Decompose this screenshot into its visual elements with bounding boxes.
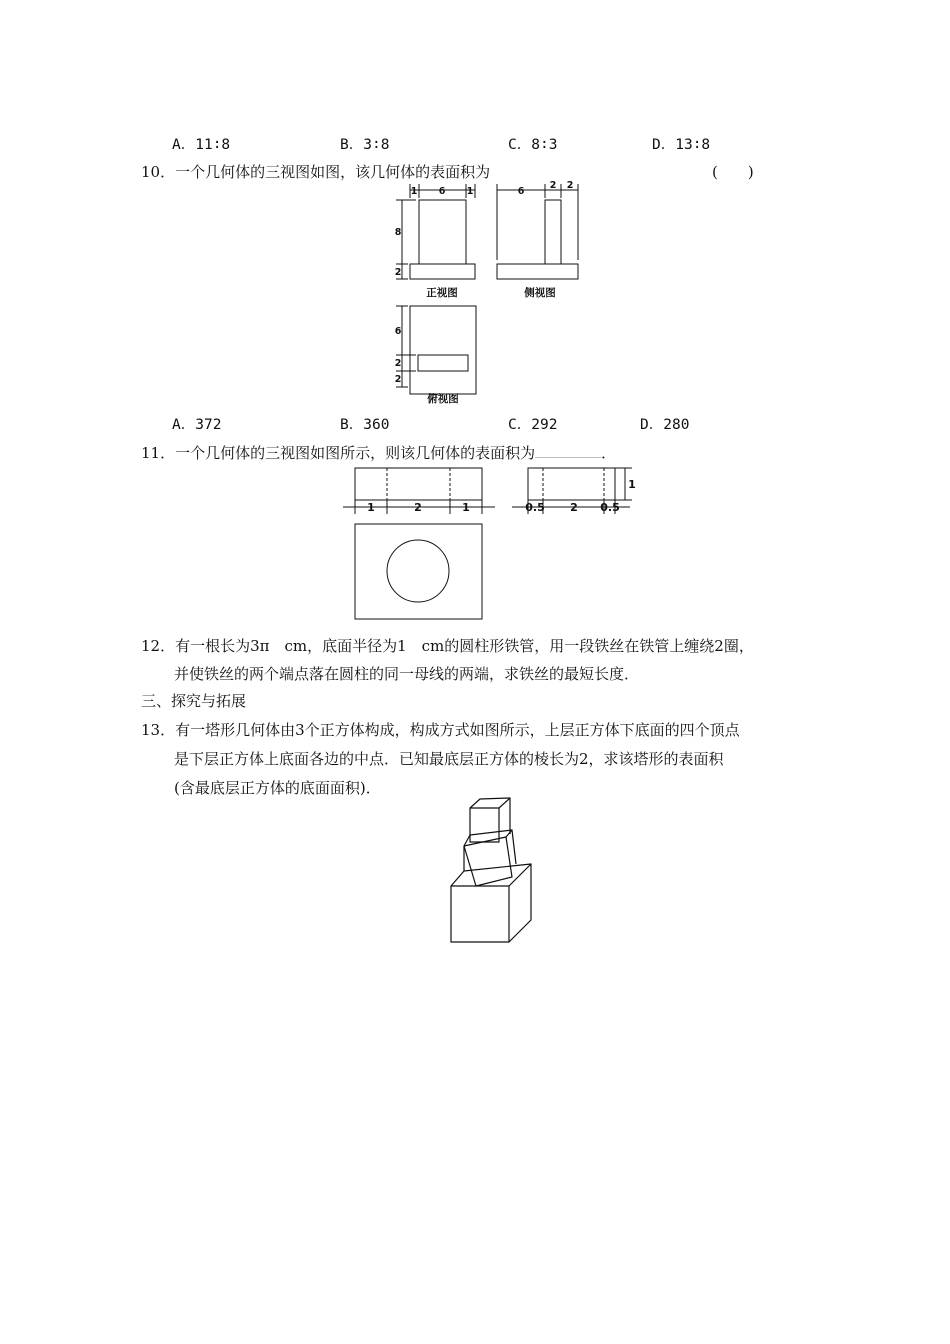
q10-option-c: C．292	[508, 417, 558, 433]
q11-stem-tail: ．	[601, 444, 617, 462]
q11-side-dim-1: 1	[628, 478, 636, 491]
q9-option-a: A．11∶8	[172, 137, 231, 153]
bottom-cube-front	[451, 886, 509, 942]
q9-option-b: B．3∶8	[340, 137, 390, 153]
top-view-label: 俯视图	[427, 393, 459, 405]
side-dim-2-b: 2	[566, 180, 574, 191]
q9-option-d: D．13∶8	[652, 137, 711, 153]
side-view-base	[497, 264, 578, 279]
q11-side-dim-0.5-left: 0.5	[525, 501, 545, 514]
q11-front-dim-2: 2	[414, 501, 422, 514]
side-view-upper-block	[545, 200, 561, 264]
section-3-title: 三、探究与拓展	[141, 692, 247, 710]
q11-top-view	[355, 524, 482, 619]
q13-line-3: (含最底层正方体的底面面积)．	[174, 779, 381, 797]
front-view-label: 正视图	[426, 287, 458, 299]
q11-top-view-circle	[387, 540, 449, 602]
front-dim-6: 6	[438, 186, 446, 197]
q11-front-dim-1-right: 1	[462, 501, 470, 514]
front-dim-8: 8	[394, 227, 402, 238]
q11-side-view	[528, 468, 615, 500]
front-dim-1-right: 1	[466, 186, 474, 197]
q9-option-c: C．8∶3	[508, 137, 558, 153]
q11-stem	[141, 443, 616, 463]
front-view-base	[410, 264, 475, 279]
q13-line-2: 是下层正方体上底面各边的中点．已知最底层正方体的棱长为2，求该塔形的表面积	[174, 750, 724, 768]
q10-option-a: A．372	[172, 417, 222, 433]
q11-front-dim-1-left: 1	[367, 501, 375, 514]
top-view-inner-rect	[418, 355, 468, 371]
middle-cube-front	[464, 837, 512, 886]
front-dim-1-left: 1	[410, 186, 418, 197]
q12-line-1: 12．有一根长为3π cm，底面半径为1 cm的圆柱形铁管，用一段铁丝在铁管上缠绕2圈，	[141, 637, 754, 655]
q11-side-dim-0.5-right: 0.5	[600, 501, 620, 514]
side-view-label: 侧视图	[524, 287, 556, 299]
q13-tower-figure	[440, 792, 540, 947]
side-dim-6: 6	[517, 186, 525, 197]
q12-line-2: 并使铁丝的两个端点落在圆柱的同一母线的两端，求铁丝的最短长度．	[174, 665, 640, 683]
q13-line-1: 13．有一塔形几何体由3个正方体构成，构成方式如图所示，上层正方体下底面的四个顶点	[141, 721, 740, 739]
q10-stem: 10．一个几何体的三视图如图，该几何体的表面积为	[141, 163, 491, 181]
q10-option-b: B．360	[340, 417, 390, 433]
top-dim-6: 6	[394, 326, 402, 337]
front-view-upper-block	[419, 200, 466, 264]
top-cube-front	[470, 808, 499, 842]
top-view-outline	[410, 306, 476, 394]
q11-side-dim-2: 2	[570, 501, 578, 514]
q11-front-view	[355, 468, 482, 500]
q11-answer-blank	[535, 443, 601, 458]
front-dim-2: 2	[394, 267, 402, 278]
q11-three-view-figure	[340, 462, 650, 627]
q10-answer-paren: ( )	[712, 163, 754, 181]
q11-stem-text: 11．一个几何体的三视图如图所示，则该几何体的表面积为	[141, 444, 536, 462]
q10-three-view-figure	[390, 180, 600, 405]
q10-option-d: D．280	[640, 417, 690, 433]
side-dim-2-a: 2	[549, 180, 557, 191]
top-dim-2-b: 2	[394, 374, 402, 385]
top-dim-2-a: 2	[394, 358, 402, 369]
